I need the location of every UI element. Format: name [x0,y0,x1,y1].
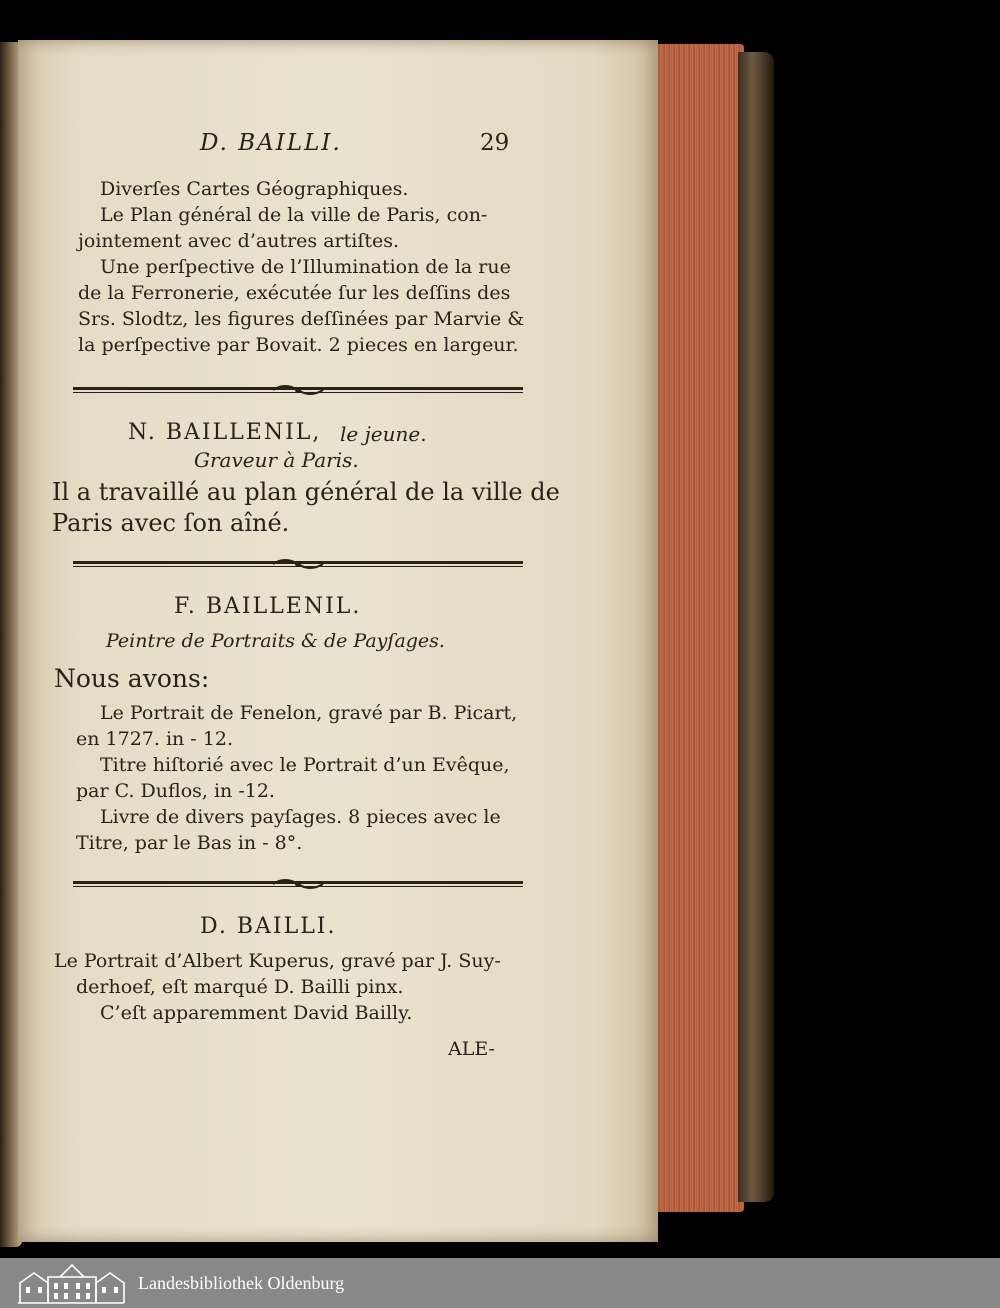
library-building-icon [16,1261,126,1305]
book-page [18,40,658,1242]
book-cover-edge [738,52,774,1202]
ornamental-rule [73,876,523,892]
text-line: Diverſes Cartes Géographiques. [100,178,409,200]
entry-subtitle: Graveur à Paris. [194,448,359,472]
entry-intro: Nous avons: [54,664,210,693]
text-line: Paris avec ſon aîné. [52,509,290,537]
text-line: Titre, par le Bas in - 8°. [76,832,303,854]
entry-subtitle: Peintre de Portraits & de Payſages. [106,630,445,652]
text-line: Livre de divers payſages. 8 pieces avec le [100,806,501,828]
ornamental-rule [73,556,523,572]
text-line: Le Plan général de la ville de Paris, con- [100,204,488,226]
text-line: C’eſt apparemment David Bailly. [100,1002,413,1024]
running-title: D. BAILLI. [200,130,342,156]
text-line: Le Portrait d’Albert Kuperus, gravé par J. Suy- [54,950,501,972]
text-line: jointement avec d’autres artiſtes. [78,230,400,252]
text-line: de la Ferronerie, exécutée ſur les deſſins des [78,282,511,304]
text-line: Une perſpective de l’Illumination de la rue [100,256,511,278]
entry-qualifier: le jeune. [340,422,427,446]
entry-name: D. BAILLI. [200,914,337,939]
text-line: Il a travaillé au plan général de la ville de [52,478,560,506]
catchword: ALE- [448,1038,495,1060]
text-line: derhoef, eſt marqué D. Bailli pinx. [76,976,404,998]
entry-name: N. BAILLENIL, [128,420,322,445]
text-line: la perſpective par Bovait. 2 pieces en largeur. [78,334,519,356]
entry-name: F. BAILLENIL. [174,594,362,619]
text-line: Le Portrait de Fenelon, gravé par B. Picart, [100,702,518,724]
text-line: en 1727. in - 12. [76,728,233,750]
text-line: Srs. Slodtz, les figures deſſinées par Marvie & [78,308,525,330]
institution-name: Landesbibliothek Oldenburg [138,1272,345,1293]
page-number: 29 [480,130,510,156]
text-line: Titre hiſtorié avec le Portrait d’un Evêque, [100,754,510,776]
footer-bar [0,1258,1000,1308]
text-line: par C. Duflos, in -12. [76,780,275,802]
page-fore-edge [656,44,744,1212]
ornamental-rule [73,382,523,398]
